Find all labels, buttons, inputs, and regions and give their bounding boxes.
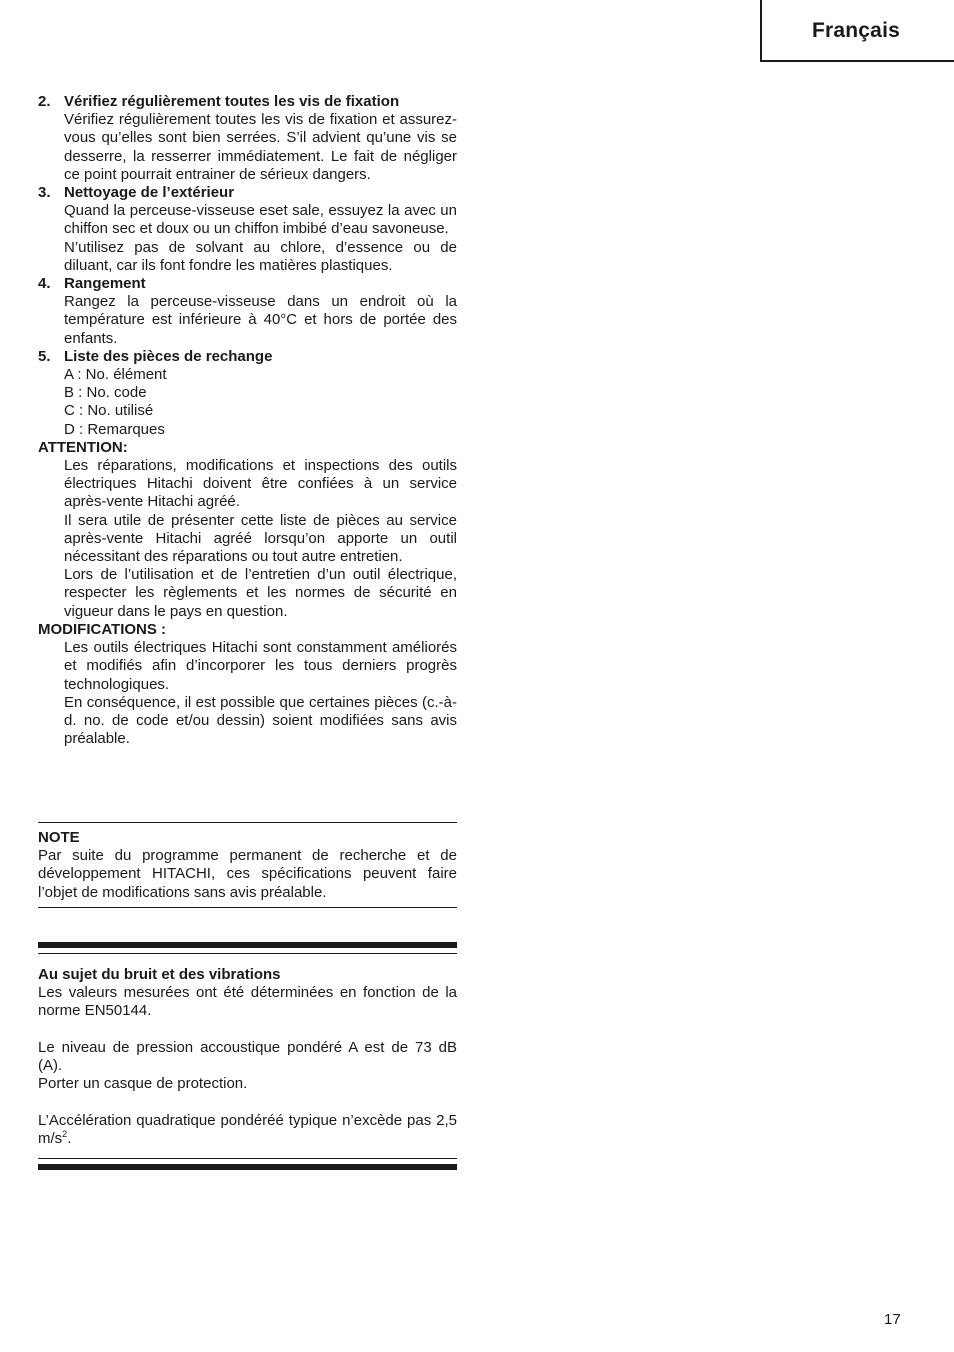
language-tab xyxy=(760,0,954,62)
item-number: 4. xyxy=(38,275,51,293)
attention-heading: ATTENTION: xyxy=(38,438,128,456)
item-number: 2. xyxy=(38,93,51,110)
attention-text: Les réparations, modifications et inspections des outils électriques Hitachi doivent être confiées à un service après-vente Hitachi agréé. xyxy=(64,457,457,511)
noise-heading: Au sujet du bruit et des vibrations xyxy=(38,966,281,983)
period: . xyxy=(67,1129,72,1147)
note-heading: NOTE xyxy=(38,829,80,846)
item-title: Nettoyage de l’extérieur xyxy=(64,184,235,202)
item-2-heading xyxy=(38,93,457,111)
note-text: Par suite du programme permanent de recherche et de développement HITACHI, ces spécifications peuvent faire l’objet de modifications sans avis préalable. xyxy=(38,847,457,901)
modifications-text: En conséquence, il est possible que certaines pièces (c.-à-d. no. de code et/ou dessin) soient modifiées sans avis préalable. xyxy=(64,693,457,748)
item-title: Vérifiez régulièrement toutes les vis de fixation xyxy=(64,93,400,110)
modifications-heading: MODIFICATIONS : xyxy=(38,620,167,638)
modifications-text: Les outils électriques Hitachi sont constamment améliorés et modifiés afin d’incorporer les tous derniers progrès technologiques. xyxy=(64,639,457,693)
parts-legend-line: B : No. code xyxy=(64,384,147,402)
noise-text: Les valeurs mesurées ont été déterminées en fonction de la norme EN50144. xyxy=(38,984,457,1020)
item-3-text: Quand la perceuse-visseuse eset sale, essuyez la avec un chiffon sec et doux ou un chiffon imbibé d’eau savoneuse. xyxy=(64,202,457,238)
noise-text: Porter un casque de protection. xyxy=(38,1075,248,1093)
vibration-value: L’Accélération quadratique pondéréé typique n’excède pas 2,5 m/s xyxy=(38,1111,457,1147)
page-number: 17 xyxy=(884,1311,901,1328)
attention-text: Il sera utile de présenter cette liste de pièces au service après-vente Hitachi agréé lorsqu’on apporte un outil nécessitant des réparations ou tout autre entretien. xyxy=(64,511,457,566)
item-2-text: Vérifiez régulièrement toutes les vis de fixation et assurez-vous qu’elles sont bien serrées. S’il advient qu’une vis se desserre, la resserrer immédiatement. Le fait de négliger ce point pourrait entrainer de sérieux dangers. xyxy=(64,111,457,183)
item-4-heading xyxy=(38,275,457,293)
item-4-text: Rangez la perceuse-visseuse dans un endroit où la température est inférieure à 40°C et hors de portée des enfants. xyxy=(64,293,457,347)
attention-text: Lors de l’utilisation et de l’entretien d’un outil électrique, respecter les règlements et les normes de sécurité en vigueur dans le pays en question. xyxy=(64,566,457,620)
superscript: 2 xyxy=(62,1128,68,1139)
item-3-text: N’utilisez pas de solvant au chlore, d’essence ou de diluant, car ils font fondre les matières plastiques. xyxy=(64,238,457,274)
item-number: 3. xyxy=(38,184,51,202)
note-box xyxy=(38,822,457,908)
section-rule-thick xyxy=(38,942,457,948)
item-title: Liste des pièces de rechange xyxy=(64,347,273,365)
parts-legend-line: C : No. utilisé xyxy=(64,402,154,420)
item-5-heading xyxy=(38,348,457,366)
item-title: Rangement xyxy=(64,275,146,293)
parts-legend-line: A : No. élément xyxy=(64,366,167,384)
item-number: 5. xyxy=(38,347,51,365)
section-rule-thin xyxy=(38,1158,457,1159)
vibration-text xyxy=(38,1112,457,1148)
section-rule-thick xyxy=(38,1164,457,1170)
parts-legend-line: D : Remarques xyxy=(64,420,165,438)
maintenance-column xyxy=(38,93,457,748)
section-rule-thin xyxy=(38,953,457,954)
noise-text: Le niveau de pression accoustique pondéré A est de 73 dB (A). xyxy=(38,1038,457,1074)
item-3-heading xyxy=(38,184,457,202)
noise-section xyxy=(38,966,457,1148)
language-label: Français xyxy=(812,19,900,42)
